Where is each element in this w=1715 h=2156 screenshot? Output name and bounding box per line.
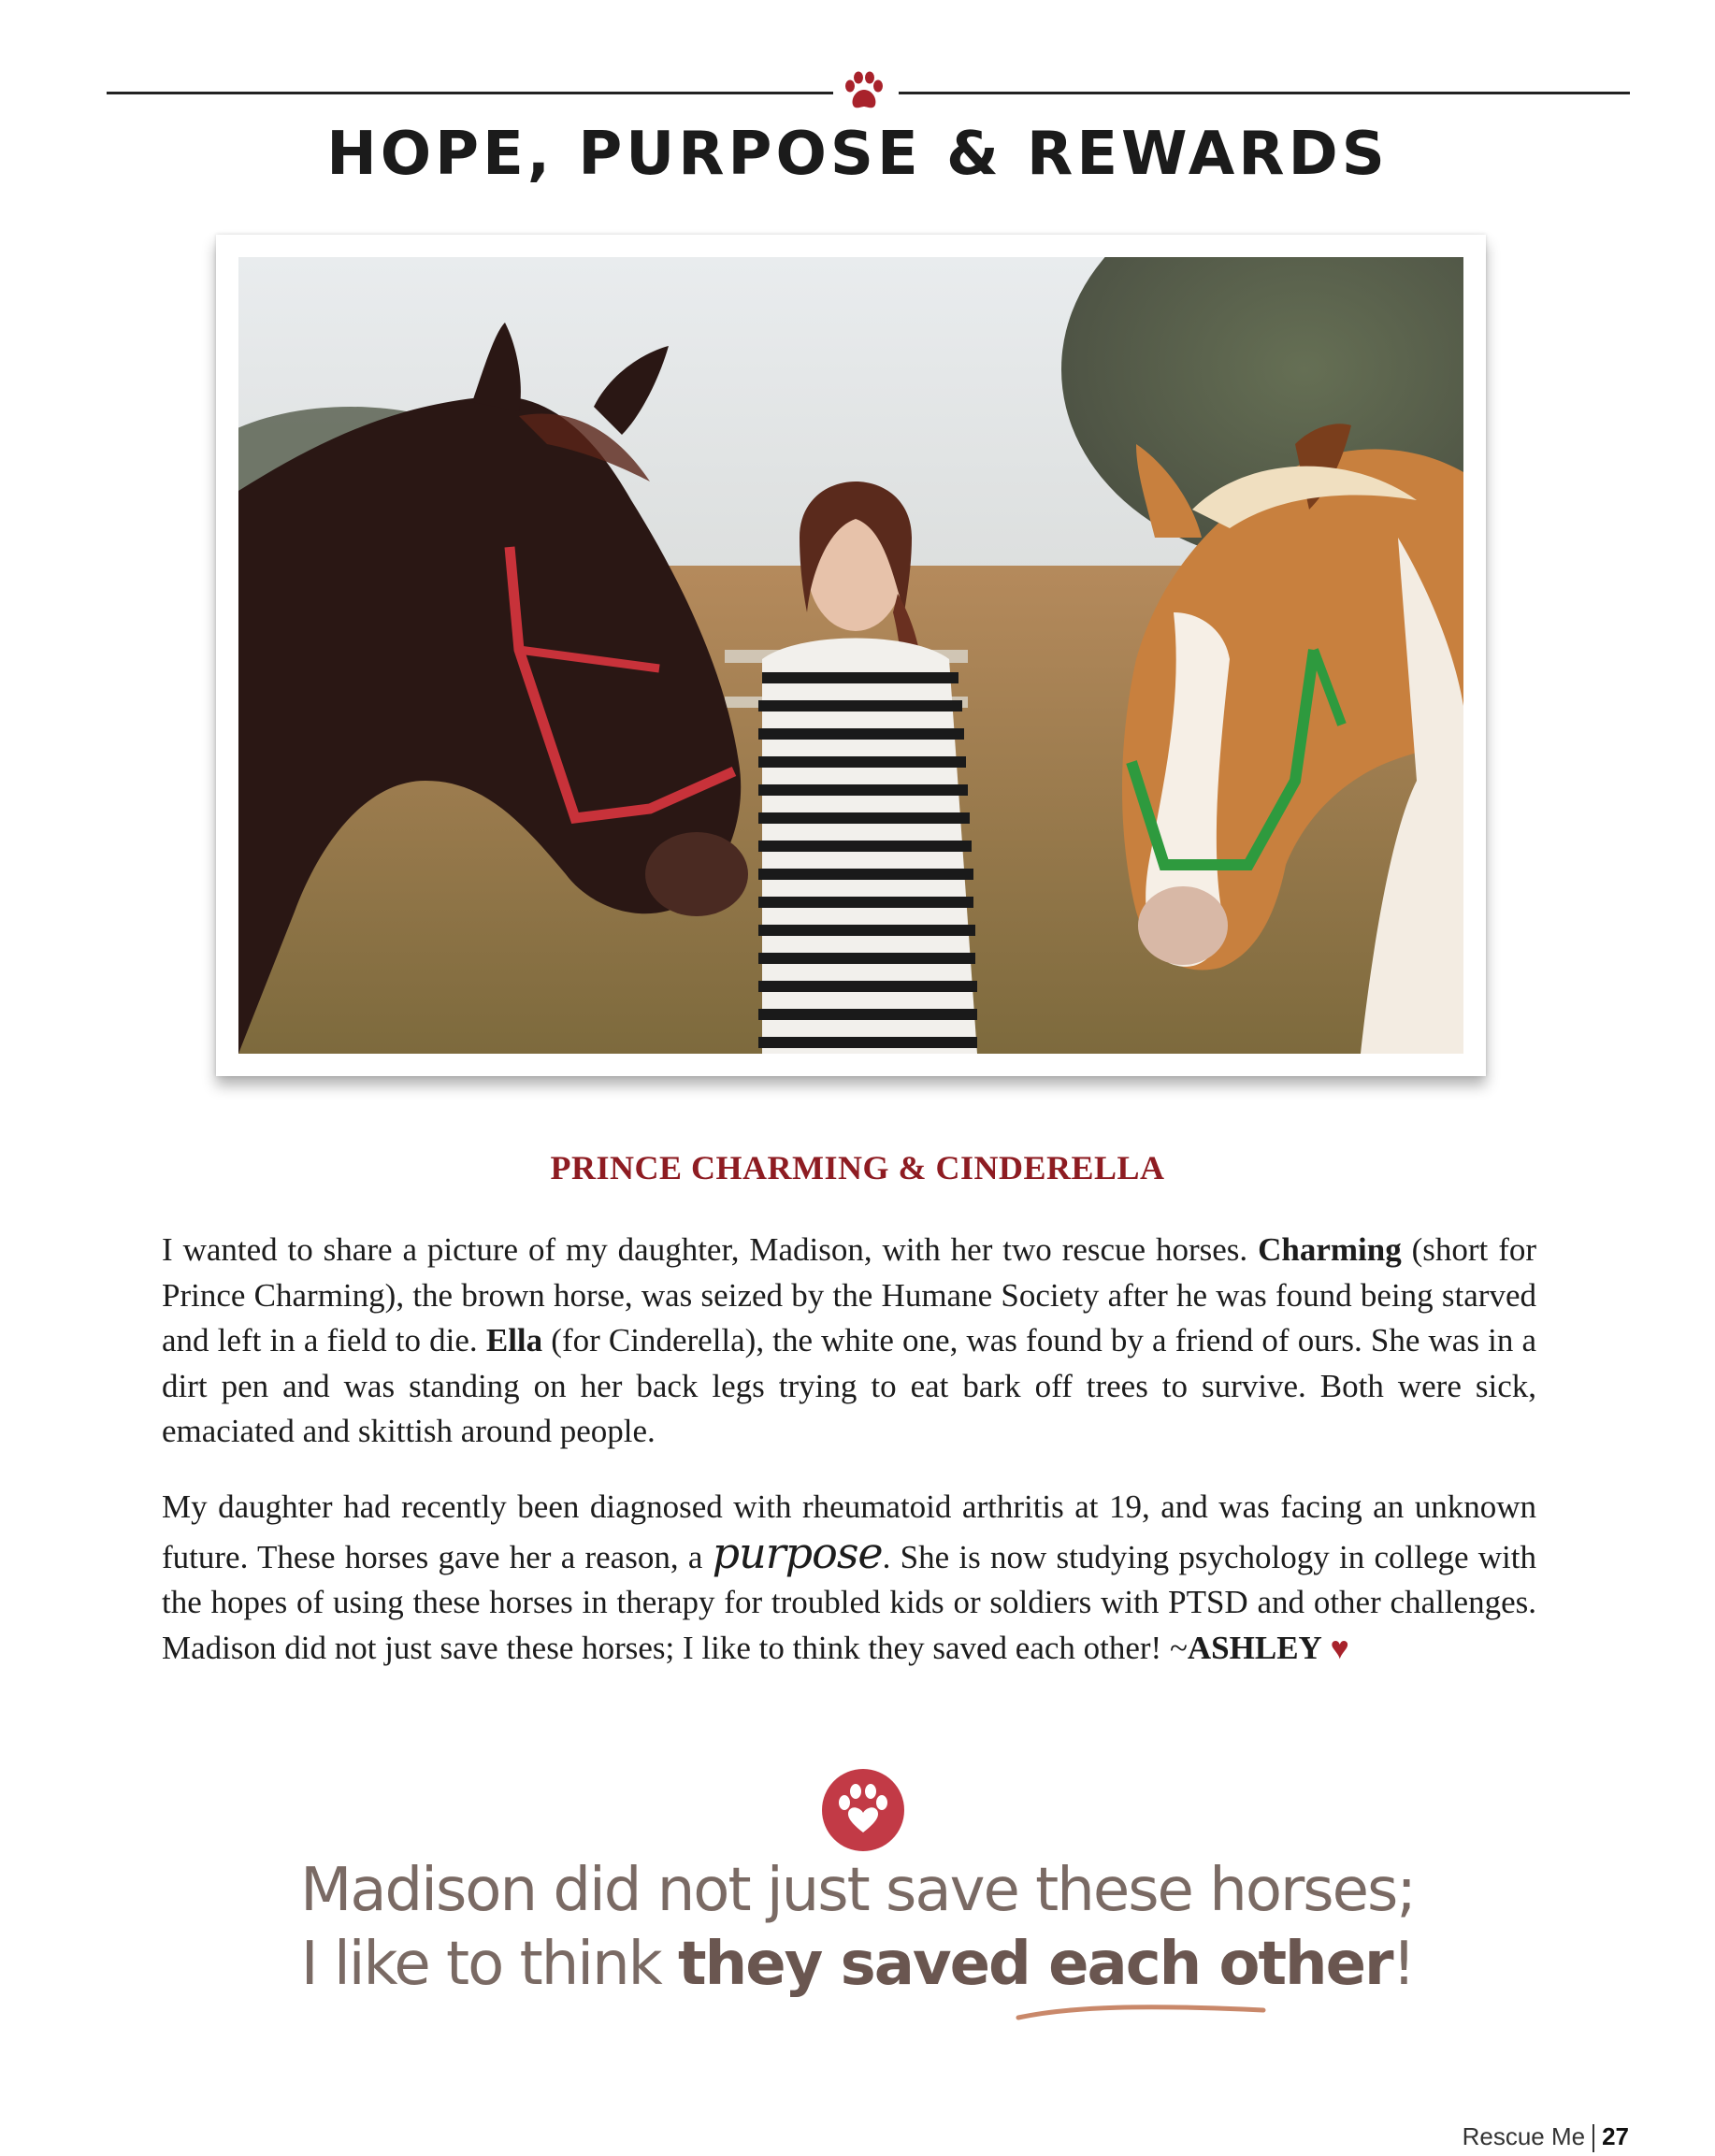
footer-divider — [1592, 2124, 1594, 2152]
article-paragraph-2 — [162, 1485, 1536, 1672]
article-subhead: PRINCE CHARMING & CINDERELLA — [550, 1149, 1165, 1186]
page-number: 27 — [1602, 2122, 1629, 2150]
pull-quote-plain: I like to think — [300, 1930, 679, 1999]
horse-name-ella: Ella — [485, 1322, 543, 1358]
page-footer — [1463, 2122, 1629, 2152]
author-signature: ASHLEY — [1187, 1629, 1322, 1666]
article-paragraph-1 — [162, 1228, 1536, 1455]
paw-icon — [841, 67, 887, 114]
heart-icon: ♥ — [1330, 1631, 1349, 1666]
publication-name: Rescue Me — [1462, 2122, 1586, 2150]
p1-text-2: (short for Prince Charming), the brown horse, was seized by the Humane Society after he was found being starved and left in a field to die. — [162, 1231, 1537, 1358]
pull-quote-end: ! — [1391, 1930, 1415, 1999]
p1-text-1: I wanted to share a picture of my daughter, Madison, with her two rescue horses. — [162, 1231, 1259, 1268]
underline-swoosh — [1015, 1997, 1267, 2025]
top-rule-right — [899, 92, 1630, 94]
p1-text-3: (for Cinderella), the white one, was found by a friend of ours. She was in a dirt pen and was standing on her back legs trying to eat bark off trees to survive. Both were sick, emaciated and skittish around people. — [162, 1322, 1536, 1449]
top-rule-left — [107, 92, 833, 94]
script-word-purpose: purpose — [712, 1527, 883, 1578]
p2-text-1: My daughter had recently been diagnosed with rheumatoid arthritis at 19, and was facing an unknown future. These horses gave her a reason, a — [162, 1488, 1536, 1575]
pull-quote-bold: they saved each other — [678, 1930, 1392, 1999]
horses-photo — [238, 257, 1463, 1054]
pull-quote-line-2 — [0, 1930, 1715, 1999]
pull-quote-line-1: Madison did not just save these horses; — [300, 1856, 1415, 1925]
page-title: HOPE, PURPOSE & REWARDS — [326, 120, 1389, 189]
photo-frame — [216, 235, 1486, 1076]
paw-badge-icon — [820, 1767, 906, 1853]
p2-text-2: . She is now studying psychology in college with the hopes of using these horses in therapy for troubled kids or soldiers with PTSD and other challenges. Madison did not just save these horses; I like to think they saved each other! ~ — [162, 1538, 1536, 1666]
horse-name-charming: Charming — [1258, 1231, 1402, 1268]
